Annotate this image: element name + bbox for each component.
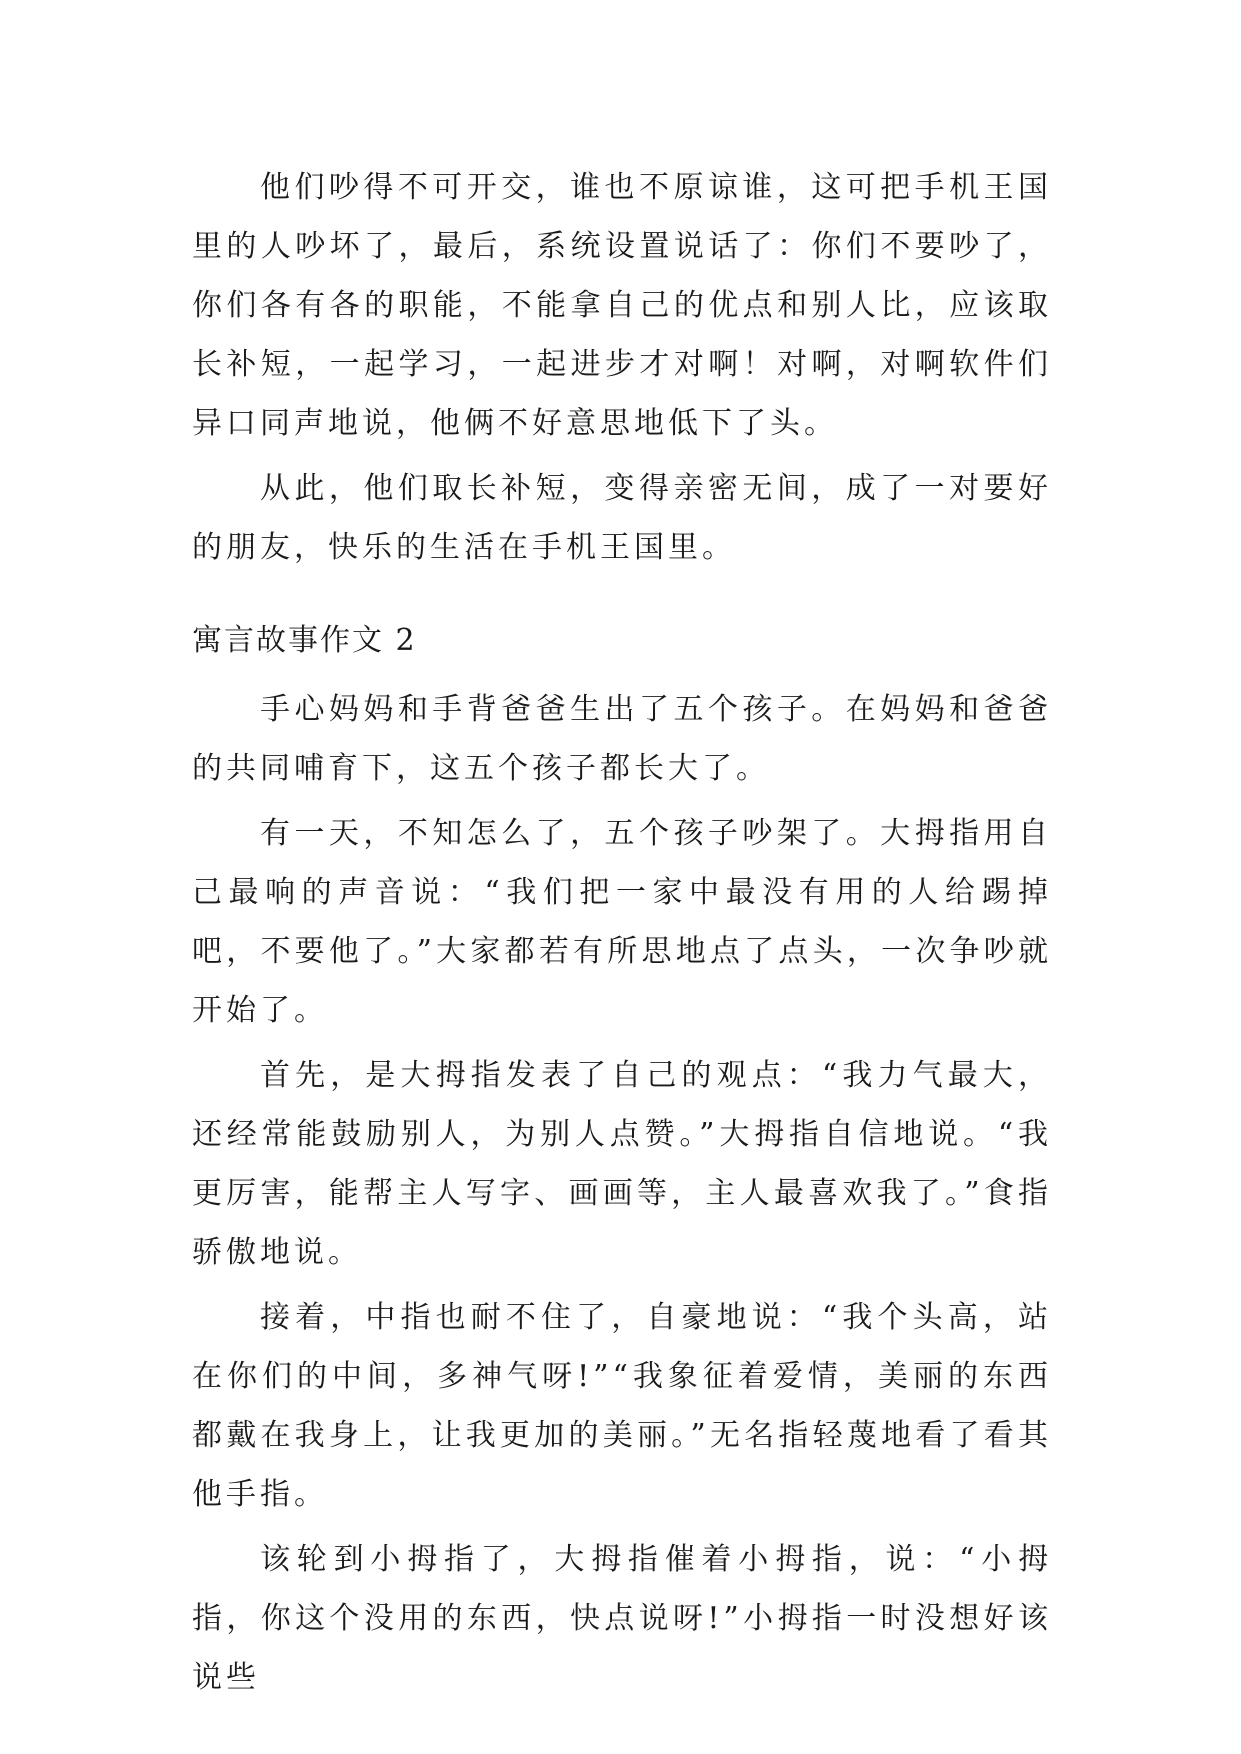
story-body bbox=[192, 680, 1052, 1707]
story-continuation bbox=[192, 158, 1052, 577]
paragraph: 他们吵得不可开交，谁也不原谅谁，这可把手机王国里的人吵坏了，最后，系统设置说话了：你们不要吵了，你们各有各的职能，不能拿自己的优点和别人比，应该取长补短，一起学习，一起进步才对啊！对啊，对啊软件们异口同声地说，他俩不好意思地低下了头。 bbox=[192, 170, 1052, 441]
section-title: 寓言故事作文 2 bbox=[192, 623, 417, 658]
paragraph: 该轮到小拇指了，大拇指催着小拇指，说：“小拇指，你这个没用的东西，快点说呀!”小拇指一时没想好该说些 bbox=[192, 1542, 1052, 1695]
paragraph: 手心妈妈和手背爸爸生出了五个孩子。在妈妈和爸爸的共同哺育下，这五个孩子都长大了。 bbox=[192, 692, 1052, 786]
paragraph: 有一天，不知怎么了，五个孩子吵架了。大拇指用自己最响的声音说：“我们把一家中最没有用的人给踢掉吧，不要他了。”大家都若有所思地点了点头，一次争吵就开始了。 bbox=[192, 816, 1052, 1028]
paragraph: 从此，他们取长补短，变得亲密无间，成了一对要好的朋友，快乐的生活在手机王国里。 bbox=[192, 471, 1052, 565]
paragraph: 首先，是大拇指发表了自己的观点：“我力气最大，还经常能鼓励别人，为别人点赞。”大拇指自信地说。“我更厉害，能帮主人写字、画画等，主人最喜欢我了。”食指骄傲地说。 bbox=[192, 1058, 1052, 1270]
paragraph: 接着，中指也耐不住了，自豪地说：“我个头高，站在你们的中间，多神气呀!”“我象征着爱情，美丽的东西都戴在我身上，让我更加的美丽。”无名指轻蔑地看了看其他手指。 bbox=[192, 1300, 1052, 1512]
